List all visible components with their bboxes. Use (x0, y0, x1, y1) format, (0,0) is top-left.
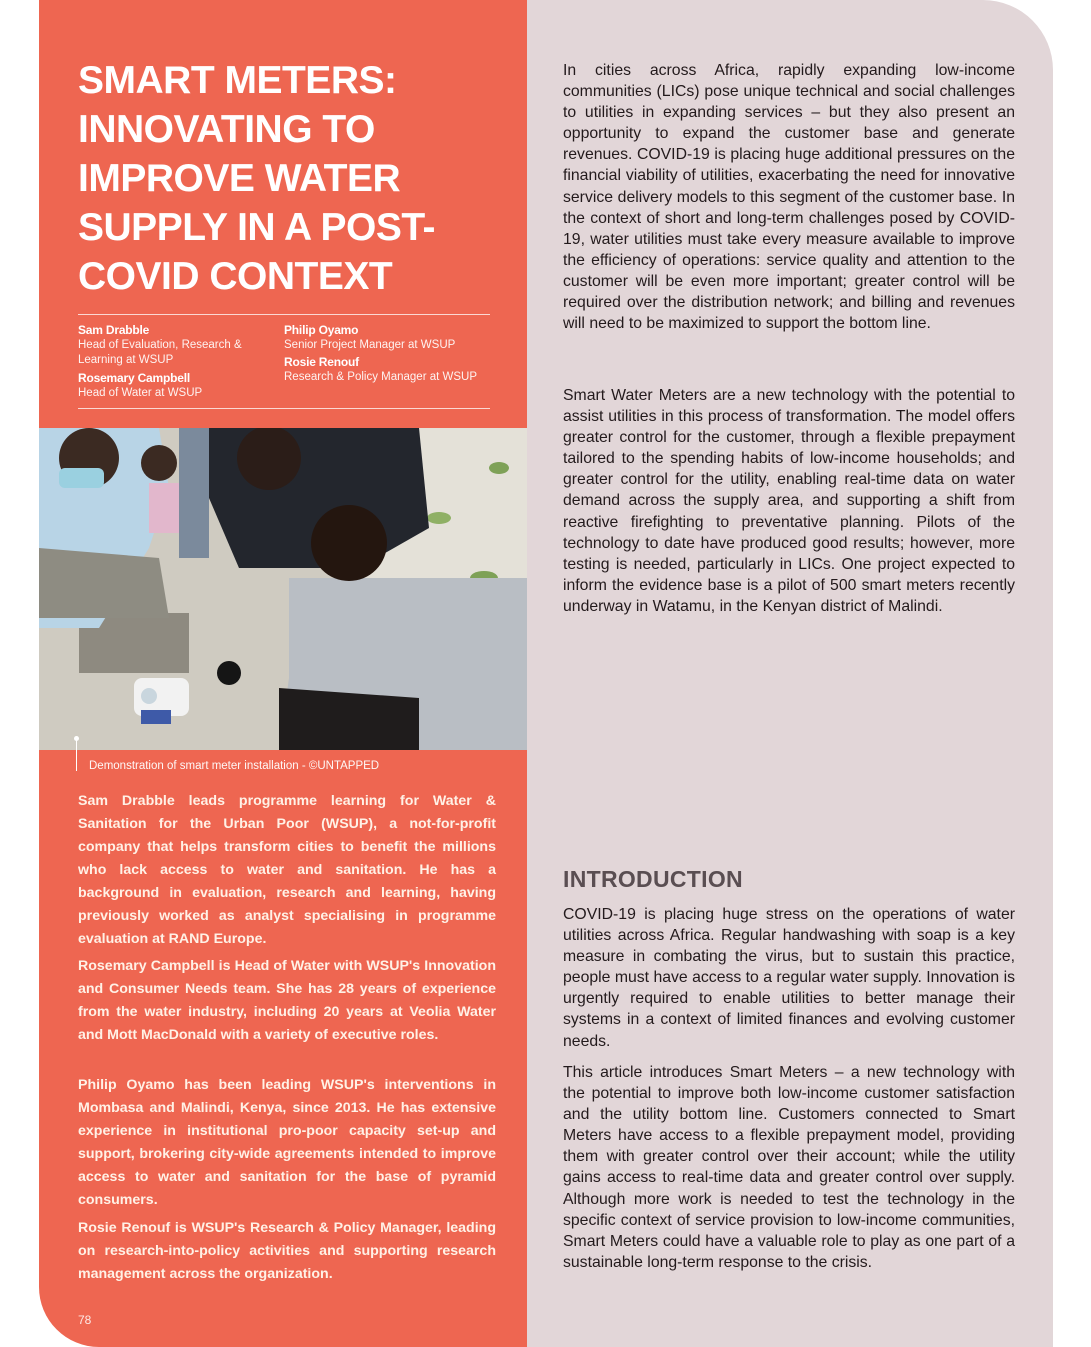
face-mask (59, 468, 104, 488)
caption-marker-line (76, 737, 77, 771)
divider-top (78, 314, 490, 315)
meter-base (141, 710, 171, 724)
author-role: Head of Evaluation, Research & Learning at WSUP (78, 339, 242, 366)
left-column-panel (39, 0, 527, 1347)
photo-caption: Demonstration of smart meter installation - ©UNTAPPED (89, 760, 380, 772)
intro-paragraph: COVID-19 is placing huge stress on the operations of water utilities across Africa. Regular handwashing with soap is a key measure in combating the virus, but to sustain this practice, people must have access to a regular water supply. Innovation is urgently required to enable utilities to better manage their systems in a context of limited finances and evolving customer needs. (563, 906, 1015, 1050)
author-item (284, 355, 477, 385)
person-right-head (311, 505, 387, 581)
author-bio: Philip Oyamo has been leading WSUP's interventions in Mombasa and Malindi, Kenya, since 2013. He has extensive experience in institutional pro-poor capacity set-up and support, brokering city-wide agreements intended to improve access to water and sanitation for the base of pyramid consumers. (78, 1077, 496, 1208)
person-left-trousers (39, 548, 169, 618)
author-bio: Rosemary Campbell is Head of Water with WSUP's Innovation and Consumer Needs team. She has 28 years of experience from the water industry, including 20 years at Veolia Water and Mott MacDonald with a variety of executive roles. (78, 958, 496, 1043)
author-item (284, 323, 455, 353)
person-right-trousers (279, 688, 419, 750)
standing-legs (179, 428, 209, 558)
meter-cap (217, 661, 241, 685)
author-item (78, 371, 202, 401)
author-bio: Rosie Renouf is WSUP's Research & Policy Manager, leading on research-into-policy activities and supporting research management across the organization. (78, 1220, 496, 1282)
author-name: Philip Oyamo (284, 323, 359, 337)
section-heading-introduction: INTRODUCTION (563, 866, 743, 892)
author-item (78, 323, 258, 368)
meter-dial (141, 688, 157, 704)
author-name: Sam Drabble (78, 323, 150, 337)
body-paragraph: In cities across Africa, rapidly expanding low-income communities (LICs) pose unique technical and social challenges to utilities in expanding services – but they also present an opportunity to expand the customer base and generate revenues. COVID-19 is placing huge additional pressures on the financial viability of utilities, exacerbating the need for innovative service delivery models to this segment of the customer base. In the context of short and long-term challenges posed by COVID-19, water utilities must take every measure available to improve the efficiency of operations: service quality and attention to the customer will be even more important; greater control will be required over the distribution network; and billing and revenues will need to be maximized to support the bottom line. (563, 62, 1015, 333)
right-column-panel (527, 0, 1053, 1347)
author-role: Research & Policy Manager at WSUP (284, 371, 478, 383)
author-bio: Sam Drabble leads programme learning for Water & Sanitation for the Urban Poor (WSUP), a not-for-profit company that helps transform cities to benefit the millions who lack access to water and sanitation. He has a background in evaluation, research and learning, having previously worked as analyst specialising in programme evaluation at RAND Europe. (78, 793, 496, 947)
child-dress (149, 483, 184, 533)
author-role: Head of Water at WSUP (78, 387, 203, 399)
plant (427, 512, 451, 524)
intro-paragraph: This article introduces Smart Meters – a new technology with the potential to improve both low-income customer satisfaction and the utility bottom line. Customers connected to Smart Meters have access to a flexible prepayment model, providing them with greater control over their account; while the utility gains access to real-time data and greater control over supply. Although more work is needed to test the technology in the specific context of service provision to low-income communities, Smart Meters could have a valuable role to play as one part of a sustainable long-term response to the crisis. (563, 1064, 1015, 1271)
plant (489, 462, 509, 474)
person-center-head (237, 428, 301, 490)
page-number: 78 (78, 1313, 92, 1327)
article-title: SMART METERS: INNOVATING TO IMPROVE WATER SUPPLY IN A POST-COVID CONTEXT (78, 59, 436, 298)
divider-bottom (78, 408, 490, 409)
child-head (141, 445, 177, 481)
body-paragraph: Smart Water Meters are a new technology with the potential to assist utilities in this process of transformation. The model offers greater control for the customer, through a flexible prepayment tailored to the spending habits of low-income households; and greater control for the utility, enabling real-time data on water demand across the supply area, and supporting a shift from reactive firefighting to preventative planning. Pilots of the technology to date have produced good results; however, more testing is needed, particularly in LICs. One project expected to inform the evidence base is a pilot of 500 smart meters recently underway in Watamu, in the Kenyan district of Malindi. (563, 387, 1015, 615)
author-name: Rosie Renouf (284, 355, 359, 369)
photo-illustration (39, 428, 527, 750)
magazine-page (39, 0, 1053, 1347)
author-role: Senior Project Manager at WSUP (284, 339, 456, 351)
author-name: Rosemary Campbell (78, 371, 190, 385)
article-photo (39, 428, 527, 750)
